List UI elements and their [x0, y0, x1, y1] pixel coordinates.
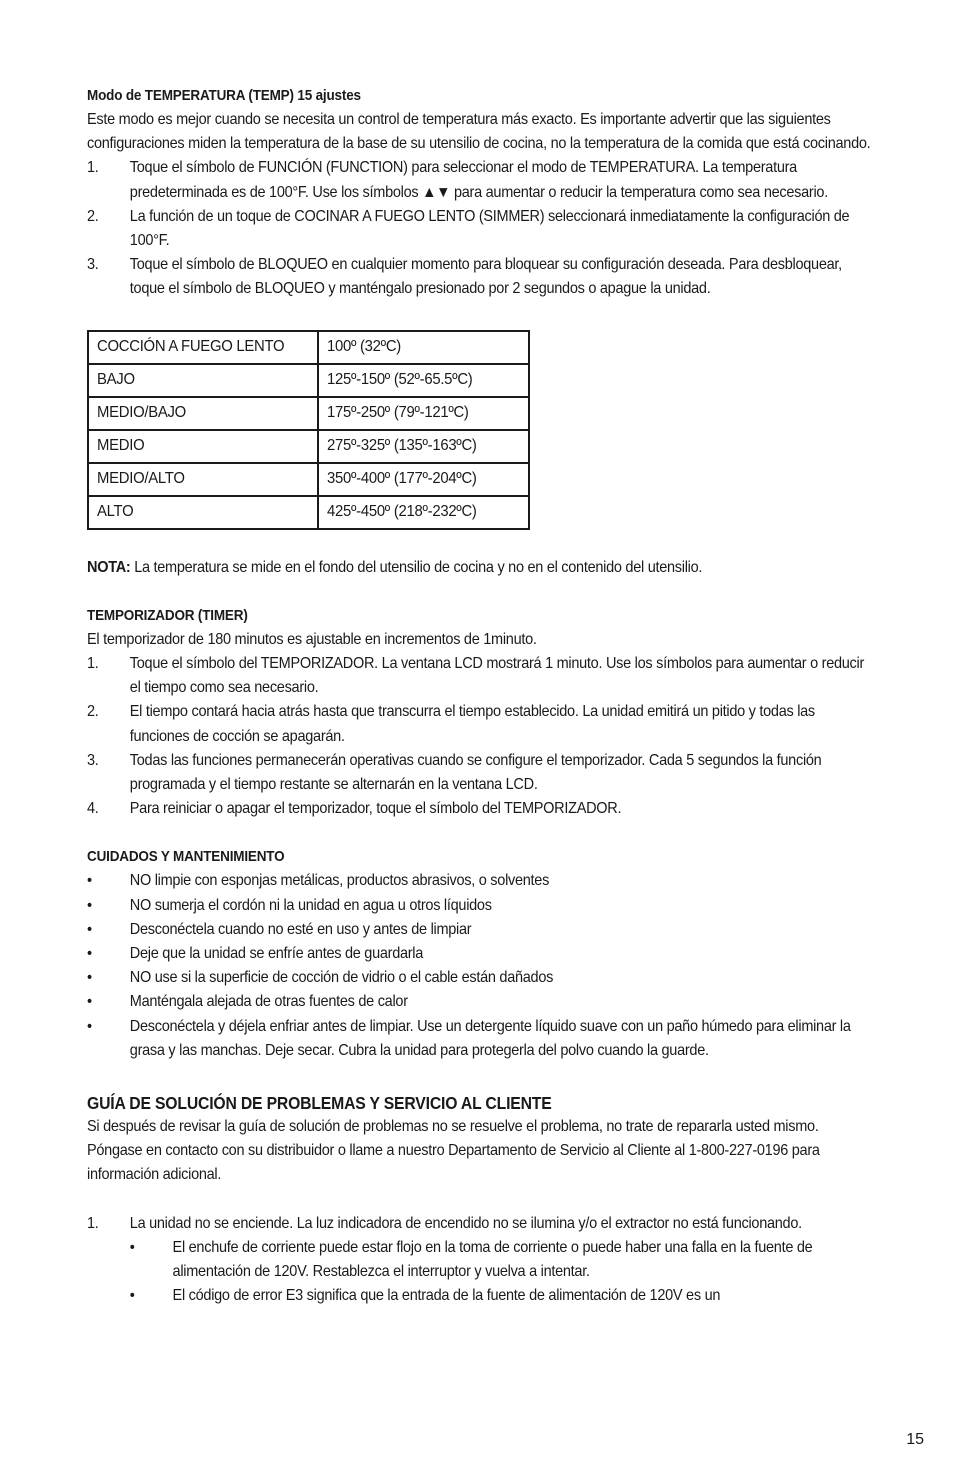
- list-item: [87, 700, 873, 748]
- list-item: [87, 894, 873, 918]
- table-row: [88, 364, 529, 397]
- bullet: •: [129, 1287, 135, 1305]
- list-item: [87, 652, 873, 700]
- timer-section: [87, 628, 873, 822]
- table-row: [88, 397, 529, 430]
- item-text: La función de un toque de COCINAR A FUEGO LENTO (SIMMER) seleccionará inmediatamente la configuración de 100°F.: [129, 207, 850, 250]
- timer-heading: TEMPORIZADOR (TIMER): [87, 606, 248, 624]
- item-text: Para reiniciar o apagar el temporizador, toque el símbolo del TEMPORIZADOR.: [129, 800, 622, 818]
- table-cell: MEDIO/ALTO: [97, 470, 185, 488]
- item-text: Manténgala alejada de otras fuentes de calor: [129, 993, 408, 1011]
- note: [87, 556, 873, 580]
- item-number: 2.: [87, 207, 99, 225]
- care-heading: CUIDADOS Y MANTENIMIENTO: [87, 848, 285, 866]
- item-number: 2.: [87, 703, 99, 721]
- list-item: [87, 797, 873, 821]
- bullet: •: [129, 1238, 135, 1256]
- note-label: NOTA:: [87, 558, 131, 576]
- item-number: 1.: [87, 1214, 99, 1232]
- item-text: El código de error E3 significa que la entrada de la fuente de alimentación de 120V es un: [172, 1287, 721, 1305]
- table-cell: 425º-450º (218º-232ºC): [327, 503, 477, 521]
- bullet: •: [87, 945, 92, 963]
- item-text: NO limpie con esponjas metálicas, productos abrasivos, o solventes: [129, 872, 550, 890]
- item-number: 3.: [87, 256, 99, 274]
- temperature-table: [87, 330, 530, 530]
- item-text: Deje que la unidad se enfríe antes de guardarla: [129, 945, 424, 963]
- item-text: Desconéctela cuando no esté en uso y antes de limpiar: [129, 920, 472, 938]
- troubleshooting-intro: Si después de revisar la guía de solución de problemas no se resuelve el problema, no trate de repararla usted mismo. Póngase en contacto con su distribuidor o llame a nuestro Departamento de Servicio al Cliente al 1-800-227-0196 para información adicional.: [87, 1118, 820, 1184]
- care-section: [87, 869, 873, 1063]
- table-row: [88, 430, 529, 463]
- troubleshooting-section: [87, 1115, 873, 1308]
- item-text: NO sumerja el cordón ni la unidad en agua u otros líquidos: [129, 896, 492, 914]
- note-text: La temperatura se mide en el fondo del utensilio de cocina y no en el contenido del utensilio.: [130, 558, 703, 576]
- timer-intro: El temporizador de 180 minutos es ajustable en incrementos de 1minuto.: [87, 630, 537, 648]
- list-item: [87, 990, 873, 1014]
- item-text: Toque el símbolo de FUNCIÓN (FUNCTION) para seleccionar el modo de TEMPERATURA. La temperatura predeterminada es de 100°F. Use los símbolos ▲▼ para aumentar o reducir la temperatura como sea necesario.: [129, 159, 828, 201]
- temp-heading: Modo de TEMPERATURA (TEMP) 15 ajustes: [87, 87, 361, 104]
- table-row: [88, 463, 529, 496]
- table-cell: ALTO: [97, 503, 134, 521]
- list-item: [87, 942, 873, 966]
- table-cell: 350º-400º (177º-204ºC): [327, 470, 477, 488]
- table-row: [88, 331, 529, 364]
- table-cell: MEDIO/BAJO: [97, 404, 186, 422]
- bullet: •: [87, 896, 92, 914]
- bullet: •: [87, 920, 92, 938]
- bullet: •: [87, 969, 92, 987]
- list-item: [87, 869, 873, 893]
- item-text: NO use si la superficie de cocción de vidrio o el cable están dañados: [129, 969, 554, 987]
- list-item: [87, 156, 873, 204]
- table-cell: COCCIÓN A FUEGO LENTO: [97, 338, 285, 356]
- bullet: •: [87, 993, 92, 1011]
- list-item: [87, 1015, 873, 1063]
- list-item: [87, 205, 873, 253]
- item-number: 1.: [87, 655, 99, 673]
- list-item: [87, 918, 873, 942]
- item-number: 4.: [87, 800, 99, 818]
- table-cell: 125º-150º (52º-65.5ºC): [327, 371, 473, 389]
- item-number: 3.: [87, 751, 99, 769]
- item-text: Toque el símbolo de BLOQUEO en cualquier momento para bloquear su configuración deseada. Para desbloquear, toque el símbolo de BLOQUEO y manténgalo presionado por 2 segundos o apague la unidad.: [129, 256, 842, 298]
- item-text: Desconéctela y déjela enfriar antes de limpiar. Use un detergente líquido suave con un paño húmedo para eliminar la grasa y las manchas. Deje secar. Cubra la unidad para protegerla del polvo cuando la guarde.: [129, 1017, 851, 1059]
- sub-list-item: [87, 1236, 873, 1284]
- table-cell: 175º-250º (79º-121ºC): [327, 404, 469, 422]
- list-item: [87, 253, 873, 301]
- sub-list-item: [87, 1284, 873, 1308]
- item-number: 1.: [87, 159, 99, 177]
- page-number: 15: [906, 1431, 924, 1448]
- list-item: [87, 749, 873, 797]
- item-text: La unidad no se enciende. La luz indicadora de encendido no se ilumina y/o el extractor no está funcionando.: [129, 1214, 802, 1232]
- table-cell: 275º-325º (135º-163ºC): [327, 437, 477, 455]
- manual-page: [87, 84, 872, 1309]
- list-item: [87, 966, 873, 990]
- table-cell: MEDIO: [97, 437, 145, 455]
- temp-section: [87, 108, 873, 302]
- item-text: El enchufe de corriente puede estar flojo en la toma de corriente o puede haber una falla en la fuente de alimentación de 120V. Restablezca el interruptor y vuelva a intentar.: [172, 1238, 813, 1281]
- bullet: •: [87, 1017, 92, 1035]
- item-text: El tiempo contará hacia atrás hasta que transcurra el tiempo establecido. La unidad emitirá un pitido y todas las funciones de cocción se apagarán.: [129, 703, 815, 745]
- temp-intro: Este modo es mejor cuando se necesita un control de temperatura más exacto. Es importante advertir que las siguientes configuraciones miden la temperatura de la base de su utensilio de cocina, no la temperatura de la comida que está cocinando.: [87, 111, 871, 153]
- table-row: [88, 496, 529, 529]
- table-cell: 100º (32ºC): [327, 338, 401, 356]
- bullet: •: [87, 872, 92, 890]
- troubleshooting-heading: GUÍA DE SOLUCIÓN DE PROBLEMAS Y SERVICIO AL CLIENTE: [87, 1093, 552, 1114]
- item-text: Toque el símbolo del TEMPORIZADOR. La ventana LCD mostrará 1 minuto. Use los símbolos para aumentar o reducir el tiempo como sea necesario.: [129, 655, 865, 697]
- item-text: Todas las funciones permanecerán operativas cuando se configure el temporizador. Cada 5 segundos la función programada y el tiempo restante se alternarán en la ventana LCD.: [129, 751, 822, 794]
- list-item: [87, 1212, 873, 1236]
- table-cell: BAJO: [97, 371, 135, 389]
